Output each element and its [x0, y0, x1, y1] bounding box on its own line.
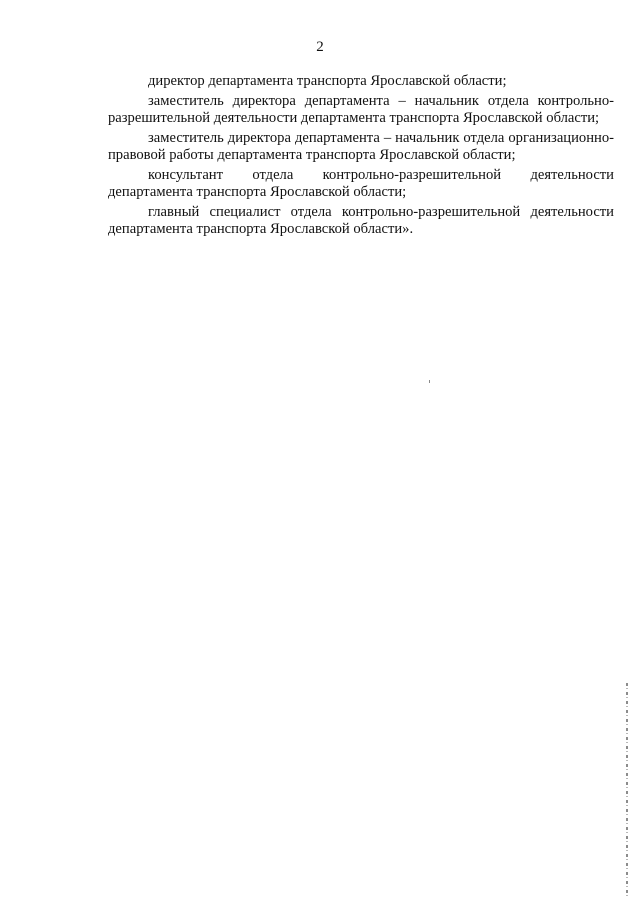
page-number: 2	[316, 39, 324, 55]
paragraph-director: директор департамента транспорта Ярославской области;	[148, 73, 507, 89]
document-body	[108, 73, 614, 241]
scan-edge-artifact	[626, 683, 628, 898]
paragraph-deputy-director-legal: заместитель директора департамента – начальник отдела организационно-правовой работы департамента транспорта Ярославской области;	[108, 130, 614, 163]
paragraph-chief-specialist: главный специалист отдела контрольно-разрешительной деятельности департамента транспорта Ярославской области».	[108, 204, 614, 237]
paragraph-deputy-director-licensing: заместитель директора департамента – начальник отдела контрольно-разрешительной деятельности департамента транспорта Ярославской области;	[108, 93, 614, 126]
paragraph-consultant: консультант отдела контрольно-разрешительной деятельности департамента транспорта Ярославской области;	[108, 167, 614, 200]
scan-speck	[429, 380, 430, 383]
